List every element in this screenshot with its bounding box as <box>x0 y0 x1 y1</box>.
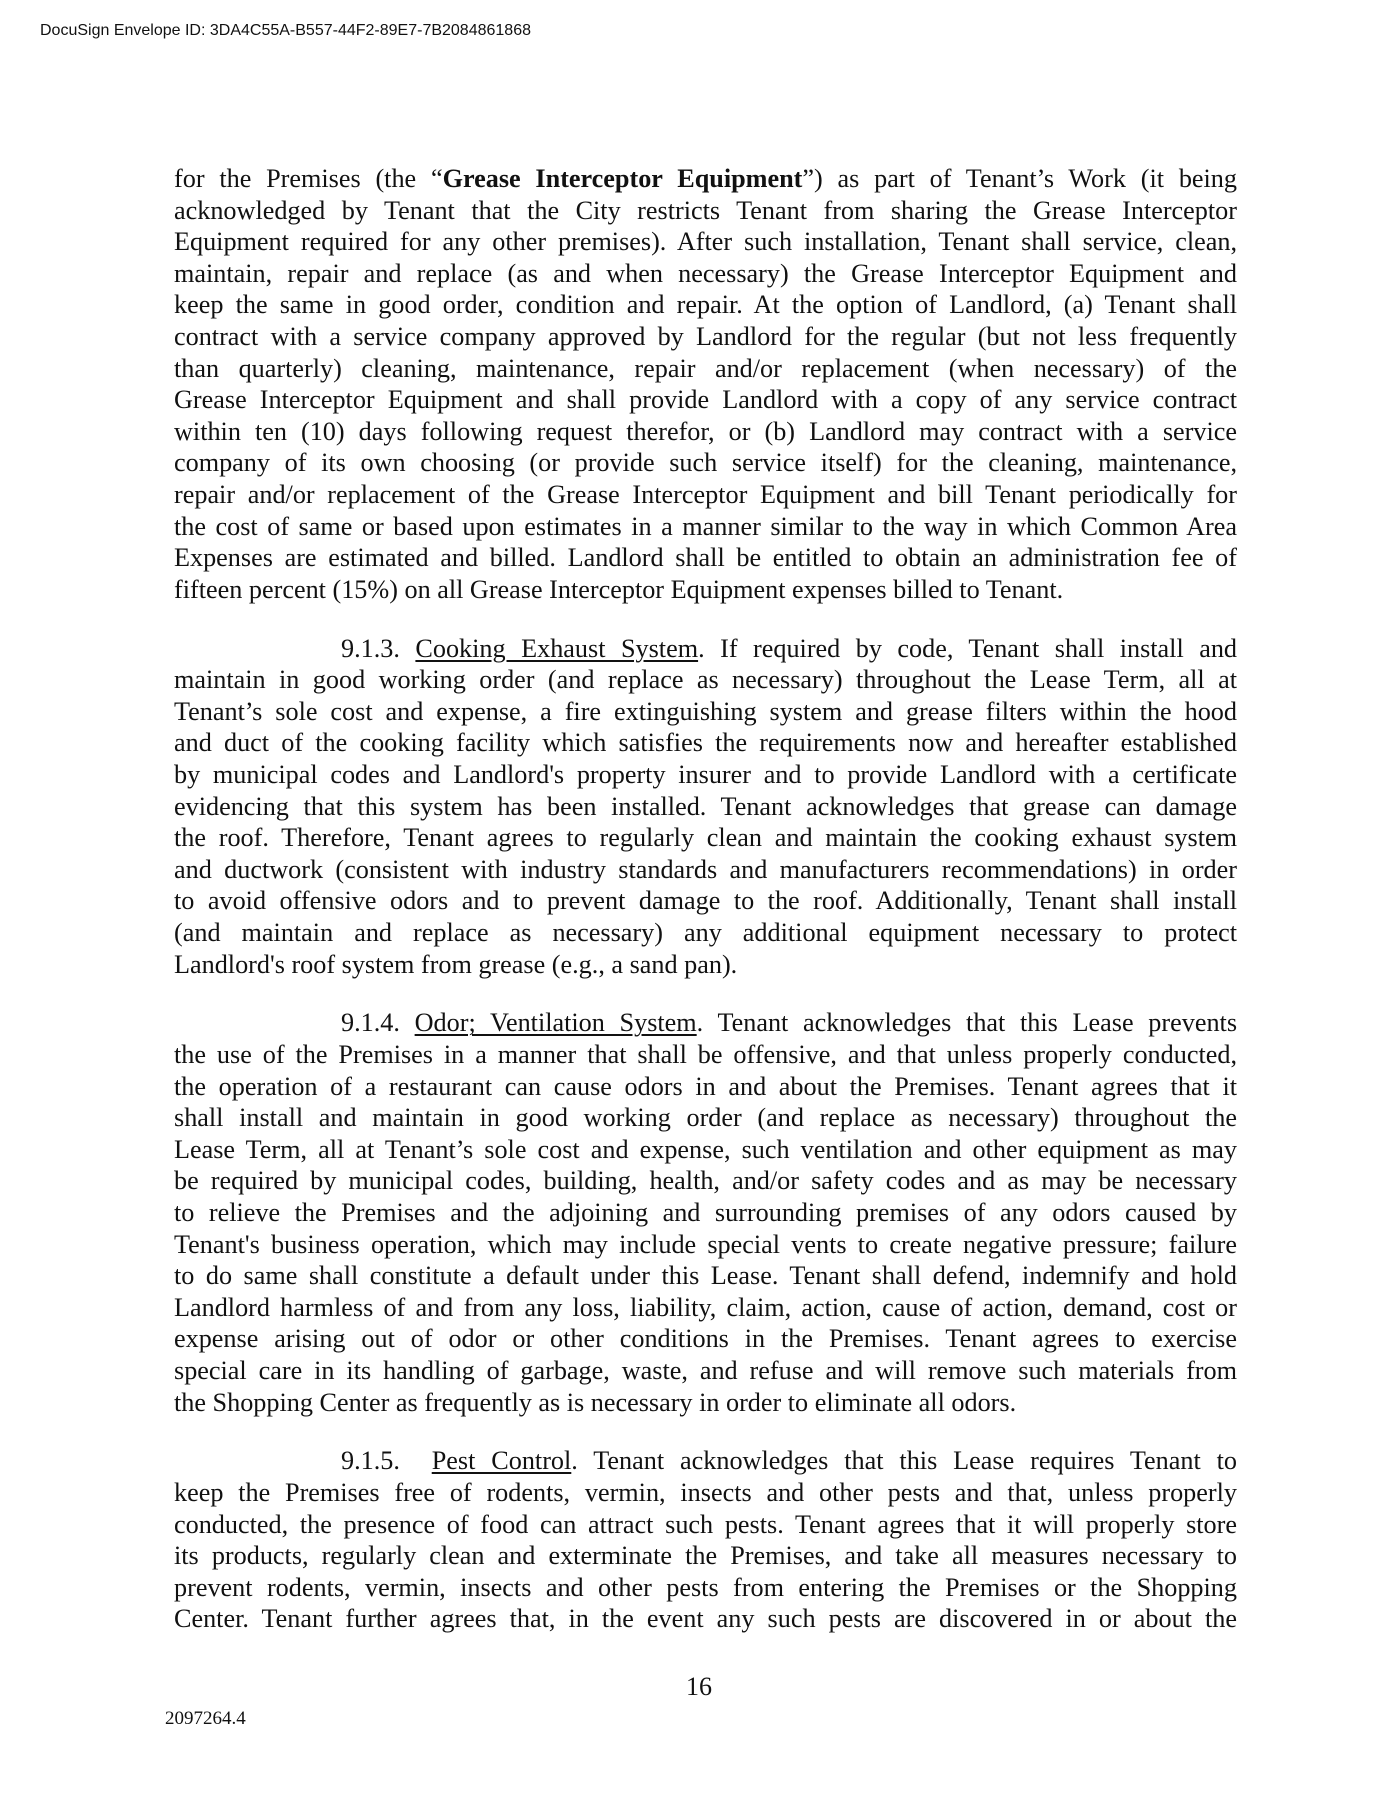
section-heading-line: 9.1.3. Cooking Exhaust System. If required by code, Tenant shall install and <box>341 633 1238 663</box>
document-body <box>174 163 1237 1635</box>
text-line: keep the same in good order, condition and repair. At the option of Landlord, (a) Tenant shall <box>174 290 1237 320</box>
text-line: than quarterly) cleaning, maintenance, repair and/or replacement (when necessary) of the <box>174 353 1237 383</box>
text-line: and ductwork (consistent with industry standards and manufacturers recommendations) in order <box>174 854 1237 884</box>
text-line: company of its own choosing (or provide such service itself) for the cleaning, maintenance, <box>174 448 1237 478</box>
text-line: keep the Premises free of rodents, vermin, insects and other pests and that, unless properly <box>174 1478 1237 1508</box>
section-title: Odor; Ventilation System <box>414 1008 697 1038</box>
document-id: 2097264.4 <box>165 1708 246 1729</box>
section-number: 9.1.4. <box>341 1008 415 1038</box>
text-line: for the Premises (the “Grease Interceptor Equipment”) as part of Tenant’s Work (it being <box>174 164 1237 193</box>
text-line: to avoid offensive odors and to prevent damage to the roof. Additionally, Tenant shall install <box>174 886 1237 916</box>
text-line: Landlord's roof system from grease (e.g., a sand pan). <box>174 949 738 979</box>
text-line: Equipment required for any other premises). After such installation, Tenant shall service, clean, <box>174 227 1237 257</box>
text-line: and duct of the cooking facility which satisfies the requirements now and hereafter established <box>174 728 1237 758</box>
paragraph-gap <box>174 980 1237 1007</box>
text-line: prevent rodents, vermin, insects and other pests from entering the Premises or the Shopping <box>174 1572 1237 1602</box>
text-line: Grease Interceptor Equipment and shall provide Landlord with a copy of any service contract <box>174 385 1237 415</box>
page-number: 16 <box>686 1672 712 1701</box>
paragraph-gap <box>174 1418 1237 1445</box>
section-number: 9.1.5. <box>341 1446 432 1476</box>
text-line: by municipal codes and Landlord's property insurer and to provide Landlord with a certificate <box>174 759 1237 789</box>
section-9-1-3 <box>174 633 1237 981</box>
text-line: to do same shall constitute a default under this Lease. Tenant shall defend, indemnify and hold <box>174 1261 1237 1291</box>
text-line: evidencing that this system has been installed. Tenant acknowledges that grease can damage <box>174 791 1237 821</box>
section-9-1-5 <box>174 1445 1237 1635</box>
text-line: the Shopping Center as frequently as is necessary in order to eliminate all odors. <box>174 1387 1017 1417</box>
text-line: the roof. Therefore, Tenant agrees to regularly clean and maintain the cooking exhaust system <box>174 823 1237 853</box>
defined-term-grease-interceptor-equipment: Grease Interceptor Equipment <box>442 164 803 193</box>
text-line: be required by municipal codes, building, health, and/or safety codes and as may be necessary <box>174 1166 1237 1196</box>
text-line: to relieve the Premises and the adjoining and surrounding premises of any odors caused by <box>174 1198 1237 1227</box>
text-line: the cost of same or based upon estimates in a manner similar to the way in which Common Area <box>174 511 1237 541</box>
text-line: (and maintain and replace as necessary) any additional equipment necessary to protect <box>174 917 1237 947</box>
text-line: Landlord harmless of and from any loss, liability, claim, action, cause of action, demand, cost or <box>174 1292 1237 1322</box>
section-title: Pest Control <box>431 1446 572 1476</box>
docusign-envelope-id: DocuSign Envelope ID: 3DA4C55A-B557-44F2-89E7-7B2084861868 <box>40 22 531 39</box>
text-line: fifteen percent (15%) on all Grease Interceptor Equipment expenses billed to Tenant. <box>174 574 1064 604</box>
text-line: expense arising out of odor or other conditions in the Premises. Tenant agrees to exercise <box>174 1324 1237 1354</box>
text-line: within ten (10) days following request therefor, or (b) Landlord may contract with a service <box>174 416 1237 446</box>
text-line: the use of the Premises in a manner that shall be offensive, and that unless properly conducted, <box>174 1040 1237 1070</box>
paragraph-gap <box>174 605 1237 632</box>
text-line: shall install and maintain in good working order (and replace as necessary) throughout the <box>174 1103 1237 1133</box>
text-line: acknowledged by Tenant that the City restricts Tenant from sharing the Grease Interceptor <box>174 195 1237 225</box>
text-line: maintain in good working order (and replace as necessary) throughout the Lease Term, all at <box>174 665 1237 695</box>
section-9-1-4 <box>174 1007 1237 1418</box>
text-line: conducted, the presence of food can attract such pests. Tenant agrees that it will properly store <box>174 1509 1237 1539</box>
section-heading-line: 9.1.5. Pest Control. Tenant acknowledges that this Lease requires Tenant to <box>341 1446 1238 1476</box>
text-line: Expenses are estimated and billed. Landlord shall be entitled to obtain an administration fee of <box>174 543 1237 573</box>
text-line: repair and/or replacement of the Grease Interceptor Equipment and bill Tenant periodically for <box>174 479 1237 509</box>
text-line: the operation of a restaurant can cause odors in and about the Premises. Tenant agrees that it <box>174 1071 1237 1101</box>
paragraph-grease-interceptor <box>174 163 1237 605</box>
section-title: Cooking Exhaust System <box>415 633 699 663</box>
text-line: its products, regularly clean and exterminate the Premises, and take all measures necessary to <box>174 1541 1237 1571</box>
section-number: 9.1.3. <box>341 633 416 663</box>
section-heading-line: 9.1.4. Odor; Ventilation System. Tenant acknowledges that this Lease prevents <box>341 1008 1238 1038</box>
text-line: Lease Term, all at Tenant’s sole cost and expense, such ventilation and other equipment as may <box>174 1134 1237 1164</box>
text-line: maintain, repair and replace (as and when necessary) the Grease Interceptor Equipment and <box>174 258 1237 288</box>
text-line: contract with a service company approved by Landlord for the regular (but not less frequently <box>174 321 1237 351</box>
text-line: Tenant’s sole cost and expense, a fire extinguishing system and grease filters within the hood <box>174 696 1237 726</box>
text-line: Center. Tenant further agrees that, in the event any such pests are discovered in or about the <box>174 1604 1237 1634</box>
text-line: special care in its handling of garbage, waste, and refuse and will remove such materials from <box>174 1355 1237 1385</box>
text-line: Tenant's business operation, which may include special vents to create negative pressure; failure <box>174 1229 1237 1259</box>
